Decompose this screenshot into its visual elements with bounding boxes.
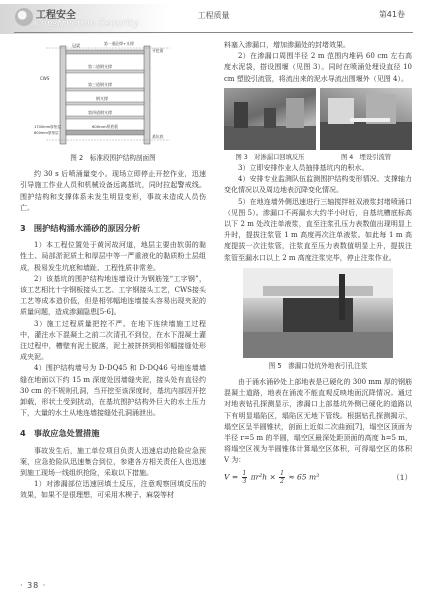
- header-divider: [14, 32, 413, 33]
- right-column: [224, 40, 412, 485]
- paragraph-cause-3: 3）施工过程质量把控不严。在地下连续墙施工过程中，灌注水下混凝土之前二次清孔不到位，在水下混凝土灌注过程中，槽壁有泥土脱落，泥土被挤挤到相邻幅接缝处形成夹泥。: [20, 319, 206, 362]
- support-4: [66, 116, 144, 119]
- figure-4-caption: 图 4 埋设引流管: [340, 153, 392, 161]
- heading-cause-analysis: 3 围护结构涌水涌砂的原因分析: [20, 223, 141, 234]
- support-2: [66, 70, 144, 73]
- figure-2: [32, 40, 182, 150]
- figure-2-diagram: [32, 40, 182, 150]
- paragraph-emergency-5: 5）在地连墙外侧迅速进行三轴搅拌桩双液浆封堵喷涌口（见图 5）。渗漏口不再漏水大约半小时后，自基坑槽底标高以下 2 m 处改注单液浆，直至注浆孔压力表数值出现明显上升时，提拔注浆管 1 m 高度再次注单液浆。如此每 1 m 高度提拔一次注浆管，注浆直至压力表数值明显上升，提拔注浆管至漏水口以上 2 m 高度注浆完毕，停止注浆作业。: [224, 197, 412, 262]
- paragraph-emergency-1: 1）对渗漏部位迅速回填土反压，注意观察回填反压的效果，如果不是很理想，可采用木楔子、麻袋等材: [20, 480, 206, 500]
- formula-lhs: V: [224, 472, 230, 482]
- left-column: [20, 40, 206, 502]
- base-slab: [66, 130, 144, 135]
- formula-1: [224, 470, 412, 485]
- formula-fraction-2: $\frac{1}{2}$: [280, 469, 284, 485]
- page-header: [0, 0, 427, 36]
- fig2-label-bottom-left-a: 1700mm厚垫层: [34, 125, 61, 129]
- formula-rhs: ≈ 65 m³: [288, 472, 320, 482]
- figure-2-caption: 图 2 标准段围护结构剖面图: [70, 154, 156, 162]
- support-1: [66, 50, 144, 54]
- fig2-label-left: CWS: [40, 76, 50, 81]
- formula-fraction-1: $\frac{1}{3}$: [242, 469, 247, 485]
- paragraph-collapse-analysis: 由于涌水涌砂处上部地表是已硬化的 300 mm 厚的钢筋混凝土道路，地表在涌流不能直观反映地面沉降情况。通过对地表钻孔探测显示，渗漏口上部基坑外侧已硬化的道路以下有明显塌陷区，塌陷区无地下管线。根据钻孔探测揭示，塌空区呈半圆锥状，剖面上近似二次曲面[7]，塌空区顶面为半径 r=5 m 的半圆，塌空区最深处距顶面的高度 h=5 m，将塌空区视为半圆锥体计算塌空区体积，可得塌空区的体积 V 为：: [224, 378, 412, 465]
- right-wall: [144, 46, 150, 144]
- formula-number: （1）: [392, 472, 412, 482]
- fig2-label-bottom-left-b: 600mm厚垫层: [34, 131, 59, 135]
- fig2-label-top-center: 冠梁: [72, 43, 80, 48]
- paragraph-emergency-4: 4）安排专业监测队伍监测围护结构变形情况、支撑轴力变化情况以及周边地表沉降变化情况。: [224, 175, 412, 195]
- formula-mid: πr²h ×: [250, 472, 276, 482]
- paragraph-cause-2: 2）该基坑的围护结构地连墙设计为钢筋笼“工字钢”，该工艺相比十字钢板接头工艺、工字钢接头工艺，CWS接头工艺等成本造价低，但是相邻幅地连墙接头容易出现夹泥的质量问题，造成渗漏隐患[5-6]。: [20, 274, 206, 317]
- fig2-label-top-right-b: 开挖面: [152, 48, 164, 53]
- left-wall: [60, 46, 66, 144]
- fig2-label-support2: 第二道钢支撑: [88, 64, 112, 69]
- heading-emergency-measures: 4 事故应急处置措施: [20, 428, 100, 439]
- paragraph-emergency-2: 2）在渗漏口周围半径 2 m 范围内堆码 60 cm 左右高度水泥袋，搭设围堰（见图 3）。同时在喷涌处埋设直径 10 cm 塑胶引流管，将流出来的泥水导流出围堰外（见图 4）。: [224, 52, 412, 83]
- fig2-label-support3: 第三道钢支撑: [88, 82, 112, 87]
- journal-title-en: Construction Security: [34, 19, 139, 29]
- figure-3-photo: [224, 88, 316, 150]
- support-3: [66, 88, 144, 91]
- fig2-label-bottom-right: 基坑底: [152, 134, 164, 139]
- fig2-label-waist: 钢支撑: [96, 96, 108, 101]
- journal-title-cn: 工程安全: [36, 10, 76, 21]
- paragraph-emergency-intro: 事故发生后，施工单位项目负责人迅速启动抢险应急预案，应急抢险队迅速集合到位，参建各方相关责任人也迅速到施工现场一线组织抢险，采取以下措施。: [20, 446, 206, 478]
- support-waist: [66, 102, 144, 105]
- fig2-label-support4: 第四道钢支撑: [88, 110, 112, 115]
- figure-3-4-captions: [224, 152, 412, 163]
- figure-4-photo: [320, 88, 412, 150]
- figure-3-caption: 图 3 对渗漏口回填反压: [235, 153, 305, 161]
- section-title: 工程质量: [197, 11, 230, 20]
- figure-5-photo: [243, 268, 393, 358]
- paragraph-continued: 料塞入渗漏口，增加渗漏处的封堵效果。: [224, 41, 350, 49]
- paragraph-cause-4: 4）围护结构墙号为 D-DQ45 和 D-DQ46 号地连墙墙缝在地面以下约 15 m 深度处因墙缝夹泥，接头处有直径约 30 cm 的不规则孔洞，当开挖至该深度时，基坑内部因开挖卸载，形状土受到扰动，在基坑围护结构外巨大的水土压力下，大量的水土从地连墙接缝处孔洞涌泄出。: [20, 364, 206, 418]
- figure-5-caption: 图 5 渗漏口处坑外地表引孔注浆: [268, 361, 368, 370]
- paragraph-cause-1: 1）本工程位置处于黄河故河道，地层主要由软弱的黏性土、局部淤泥质土和厚层中等一严重液化的黏质粉土层组成，极易发生坑底和墙趾、工程性质非常差。: [20, 241, 206, 272]
- fig2-label-bottom-mid: 600mm厚底板: [92, 124, 119, 129]
- paragraph-intro: 约 30 s 后喷涌量变小。现场立即停止开挖作业，迅速引导施工作业人员和机械设备远离基坑，同时拉起警戒线。围护结构和支撑体系未发生明显变形，事故未造成人员伤亡。: [20, 170, 206, 212]
- paragraph-emergency-3: 3）立即安排作业人员抽排基坑内的积水。: [238, 164, 369, 173]
- figure-3-4-row: [224, 88, 412, 150]
- volume-label: 第41卷: [378, 10, 405, 19]
- fig2-label-top-right-a: 第一道砼撑+支撑: [104, 41, 134, 46]
- page-number: · 38 ·: [20, 581, 47, 590]
- formula-expression: V = $\frac{1}{3}$ πr²h × $\frac{1}{2}$ ≈ 65 m³: [224, 469, 320, 485]
